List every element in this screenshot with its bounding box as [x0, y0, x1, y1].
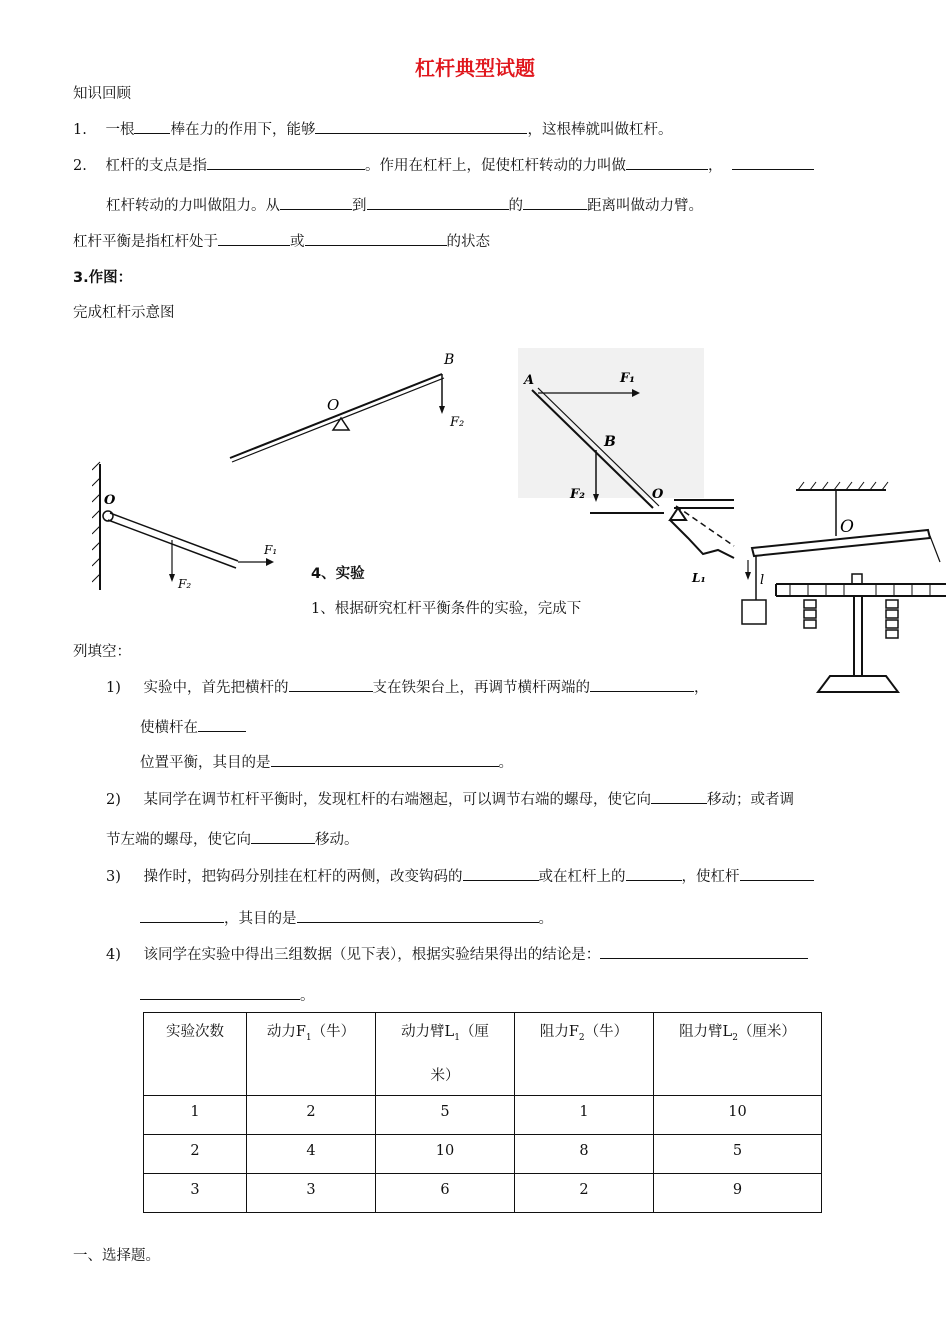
label-l: l [760, 573, 765, 588]
label-F2: F₂ [570, 487, 585, 502]
item3-text-b: 或在杠杆上的 [538, 869, 626, 885]
table-cell: 2 [144, 1134, 247, 1173]
item-3-cont [140, 907, 553, 928]
label-F2: F₂ [178, 577, 192, 591]
blank[interactable] [271, 752, 499, 767]
item4-num: 4) [106, 947, 121, 963]
item2-text-c: 节左端的螺母，使它向 [106, 832, 251, 848]
table-cell: 9 [654, 1173, 822, 1212]
item2-text-b: 移动；或者调 [707, 792, 794, 808]
item-2 [106, 788, 794, 809]
table-cell: 2 [515, 1173, 654, 1212]
label-F1: F₁ [620, 371, 635, 386]
question-1 [73, 118, 672, 139]
q2-text-f: 的 [508, 198, 523, 214]
q2-text-c: ， [707, 158, 723, 174]
item-4-cont [140, 984, 315, 1005]
blank[interactable] [315, 119, 527, 134]
blank[interactable] [732, 155, 814, 170]
table-header-row [144, 1013, 822, 1096]
item1-num: 1) [106, 680, 121, 696]
item3-text-c: ，使杠杆 [681, 869, 740, 885]
table-row [144, 1173, 822, 1212]
q4-intro: 1、根据研究杠杆平衡条件的实验，完成下 [311, 601, 582, 617]
lever-figure-seesaw [210, 348, 490, 463]
blank[interactable] [198, 717, 246, 732]
item3-text-e: 。 [538, 911, 553, 927]
table-cell: 6 [376, 1173, 515, 1212]
item2-num: 2) [106, 792, 121, 808]
blank[interactable] [140, 985, 300, 1000]
q1-text-a: 一根 [105, 122, 135, 138]
header-effort-arm: 动力臂$L_1$（厘 米） [376, 1013, 515, 1096]
blank[interactable] [740, 866, 814, 881]
label-F2: F₂ [450, 415, 465, 430]
question-2-cont [106, 194, 703, 215]
item1-text-d: 使横杆在 [140, 720, 198, 736]
table-cell: 5 [654, 1134, 822, 1173]
blank[interactable] [600, 944, 808, 959]
label-O: O [327, 396, 340, 414]
blank[interactable] [626, 155, 708, 170]
label-B: B [604, 434, 616, 450]
label-O: O [652, 487, 664, 502]
item1-text-b: 支在铁架台上，再调节横杆两端的 [372, 680, 590, 696]
table-row [144, 1134, 822, 1173]
q2-num: 2. [73, 158, 87, 174]
label-B: B [444, 352, 455, 368]
table-cell: 4 [247, 1134, 376, 1173]
item-1-cont [140, 716, 246, 737]
item1-text-e: 位置平衡，其目的是 [140, 755, 271, 771]
header-effort-force: 动力$F_1$（牛） [247, 1013, 376, 1096]
item3-num: 3) [106, 869, 121, 885]
page-title: 杠杆典型试题 [415, 56, 535, 80]
item-2-cont [106, 828, 359, 849]
balance-text-a: 杠杆平衡是指杠杆处于 [73, 234, 218, 250]
q1-text-c: ，这根棒就叫做杠杆。 [527, 122, 673, 138]
q1-num: 1. [73, 122, 87, 138]
section-choice: 一、选择题。 [73, 1248, 160, 1264]
table-cell: 10 [654, 1095, 822, 1134]
item1-text-c: ， [694, 680, 709, 696]
item2-text-d: 移动。 [315, 832, 359, 848]
blank[interactable] [280, 195, 352, 210]
lever-figure-wall [92, 460, 292, 600]
table-cell: 1 [515, 1095, 654, 1134]
item1-text-f: 。 [498, 755, 513, 771]
table-cell: 3 [144, 1173, 247, 1212]
blank[interactable] [251, 829, 315, 844]
q2-text-b: 。作用在杠杆上，促使杠杆转动的力叫做 [364, 158, 626, 174]
header-load-force: 阻力$F_2$（牛） [515, 1013, 654, 1096]
blank[interactable] [626, 866, 682, 881]
balance-text-b: 或 [290, 234, 305, 250]
section-review: 知识回顾 [73, 86, 131, 102]
header-load-arm: 阻力臂$L_2$（厘米） [654, 1013, 822, 1096]
balance-text-c: 的状态 [446, 234, 490, 250]
item3-text-d: ，其目的是 [224, 911, 297, 927]
item-1-cont2 [140, 751, 513, 772]
blank[interactable] [523, 195, 587, 210]
question-2 [73, 154, 814, 175]
blank[interactable] [289, 677, 373, 692]
label-O: O [840, 517, 854, 537]
table-cell: 5 [376, 1095, 515, 1134]
table-cell: 1 [144, 1095, 247, 1134]
item1-text-a: 实验中，首先把横杆的 [143, 680, 289, 696]
item2-text-a: 某同学在调节杠杆平衡时，发现杠杆的右端翘起，可以调节右端的螺母，使它向 [143, 792, 651, 808]
item-3 [106, 865, 814, 886]
blank[interactable] [590, 677, 694, 692]
table-cell: 10 [376, 1134, 515, 1173]
q4-heading: 4、实验 [311, 566, 365, 582]
blank[interactable] [463, 866, 539, 881]
header-trial: 实验次数 [144, 1013, 247, 1096]
table-cell: 2 [247, 1095, 376, 1134]
blank[interactable] [207, 155, 365, 170]
q2-text-g: 距离叫做动力臂。 [587, 198, 703, 214]
q2-text-a: 杠杆的支点是指 [105, 158, 207, 174]
table-cell: 8 [515, 1134, 654, 1173]
blank[interactable] [305, 231, 447, 246]
q4-intro-cont: 列填空： [73, 644, 131, 660]
item-4 [106, 943, 808, 964]
experiment-table [143, 1012, 822, 1213]
blank[interactable] [134, 119, 170, 134]
label-F1: F₁ [264, 543, 278, 557]
blank[interactable] [297, 908, 539, 923]
q2-text-e: 到 [352, 198, 367, 214]
q3-heading: 3.作图： [73, 270, 133, 286]
blank[interactable] [140, 908, 224, 923]
label-O: O [104, 493, 116, 508]
blank[interactable] [218, 231, 290, 246]
lever-figure-fragment [648, 478, 740, 590]
label-L1: L₁ [692, 571, 706, 585]
item4-text-b: 。 [300, 988, 315, 1004]
label-A: A [524, 373, 535, 388]
item-1 [106, 676, 709, 697]
item3-text-a: 操作时，把钩码分别挂在杠杆的两侧，改变钩码的 [143, 869, 463, 885]
q3-subheading: 完成杠杆示意图 [73, 305, 175, 321]
balance-definition [73, 230, 490, 251]
q1-text-b: 棒在力的作用下，能够 [170, 122, 316, 138]
blank[interactable] [367, 195, 509, 210]
lever-experiment-apparatus [770, 570, 948, 696]
table-row [144, 1095, 822, 1134]
q2-text-d: 杠杆转动的力叫做阻力。从 [106, 198, 280, 214]
blank[interactable] [651, 789, 707, 804]
table-cell: 3 [247, 1173, 376, 1212]
item4-text-a: 该同学在实验中得出三组数据（见下表），根据实验结果得出的结论是： [143, 947, 601, 963]
